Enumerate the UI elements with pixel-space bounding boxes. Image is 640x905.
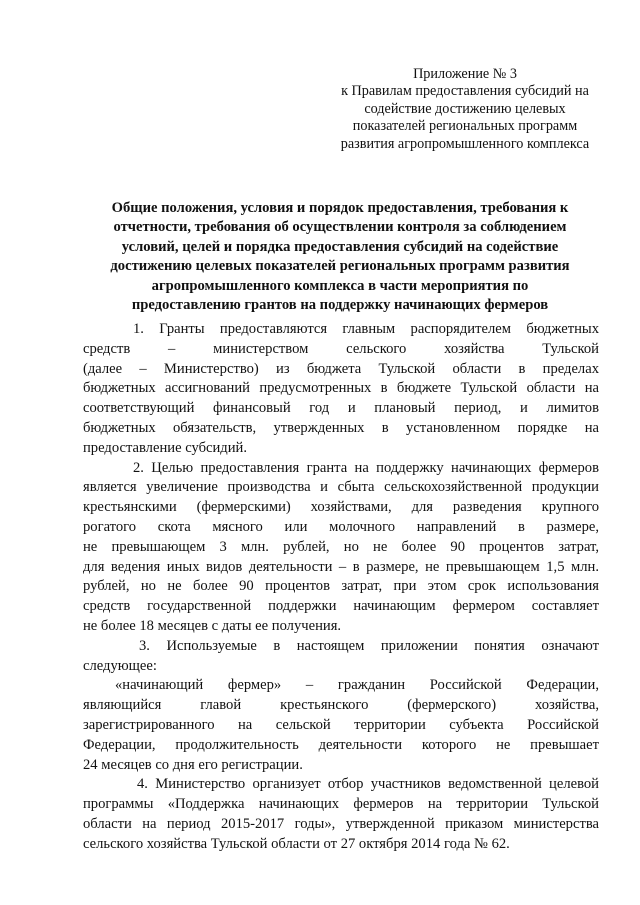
title-line: агропромышленного комплекса в части мероприятия по [151,277,529,294]
paragraph-line: не превышающем 3 млн. рублей, но не более 90 процентов затрат, [83,538,599,555]
paragraph-line: (далее – Министерство) из бюджета Тульской области в пределах [83,360,599,377]
paragraph-line: Федерации, продолжительность деятельности которого не превышает [83,736,599,753]
appendix-line: показателей региональных программ [352,118,578,135]
paragraph-line: соответствующий финансовый год и плановый период, и лимитов [83,400,599,417]
title-line: отчетности, требования об осуществлении контроля за соблюдением [113,219,567,236]
appendix-line: развития агропромышленного комплекса [340,135,590,152]
paragraph-line: рогатого скота мясного или молочного направлений в размере, [83,518,599,535]
paragraph-line: 1. Гранты предоставляются главным распорядителем бюджетных [133,321,599,337]
paragraph-line: 2. Целью предоставления гранта на поддержку начинающих фермеров [133,459,599,476]
paragraph-line: области на период 2015-2017 годы», утвержденной приказом министерства [83,815,599,832]
paragraph-line: для ведения иных видов деятельности – в размере, не превышающем 1,5 млн. [83,558,599,575]
paragraph-line: является увеличение производства и сбыта сельскохозяйственной продукции [83,479,599,496]
paragraph-line: бюджетных обязательств, утвержденных в установленном порядке на [83,419,599,436]
paragraph-line: являющийся главой крестьянского (фермерского) хозяйства, [83,697,599,714]
document-title [80,199,600,315]
paragraph-line: средств – министерством сельского хозяйства Тульской [83,340,599,357]
title-line: Общие положения, условия и порядок предоставления, требования к [111,200,569,216]
paragraph-line: рублей, но не более 90 процентов затрат, при этом срок использования [83,578,599,595]
appendix-line: содействие достижению целевых [364,100,566,117]
paragraph-line: крестьянскими (фермерскими) хозяйствами, для разведения крупного [83,499,599,516]
paragraph-line: следующее: [83,657,157,674]
paragraph-definition [83,676,599,775]
paragraph-line: не более 18 месяцев с даты ее получения. [83,617,342,634]
appendix-line: Приложение № 3 [413,66,517,82]
paragraph-line: сельского хозяйства Тульской области от 27 октября 2014 года № 62. [83,835,510,852]
paragraph-line: программы «Поддержка начинающих фермеров на территории Тульской [83,796,599,813]
appendix-line: к Правилам предоставления субсидий на [341,83,589,100]
paragraph-line: «начинающий фермер» – гражданин Российской Федерации, [115,677,599,694]
paragraph-line: 4. Министерство организует отбор участников ведомственной целевой [137,776,599,793]
title-line: предоставлению грантов на поддержку начинающих фермеров [131,297,549,314]
appendix-header [330,66,600,153]
paragraph-4 [83,775,599,854]
paragraph-line: бюджетных ассигнований предусмотренных в бюджете Тульской области на [83,380,599,397]
paragraph-line: предоставление субсидий. [83,439,247,456]
paragraph-line: 3. Используемые в настоящем приложении понятия означают [139,637,599,654]
paragraph-3 [83,637,599,677]
paragraph-line: зарегистрированного на сельской территории субъекта Российской [83,716,599,733]
document-body [83,320,599,855]
title-line: условий, целей и порядка предоставления субсидий на содействие [121,238,559,255]
paragraph-line: средств государственной поддержки начинающим фермером составляет [83,598,599,615]
paragraph-line: 24 месяцев со дня его регистрации. [83,756,303,773]
paragraph-2 [83,459,599,637]
title-line: достижению целевых показателей региональных программ развития [110,258,570,275]
paragraph-1 [83,320,599,459]
